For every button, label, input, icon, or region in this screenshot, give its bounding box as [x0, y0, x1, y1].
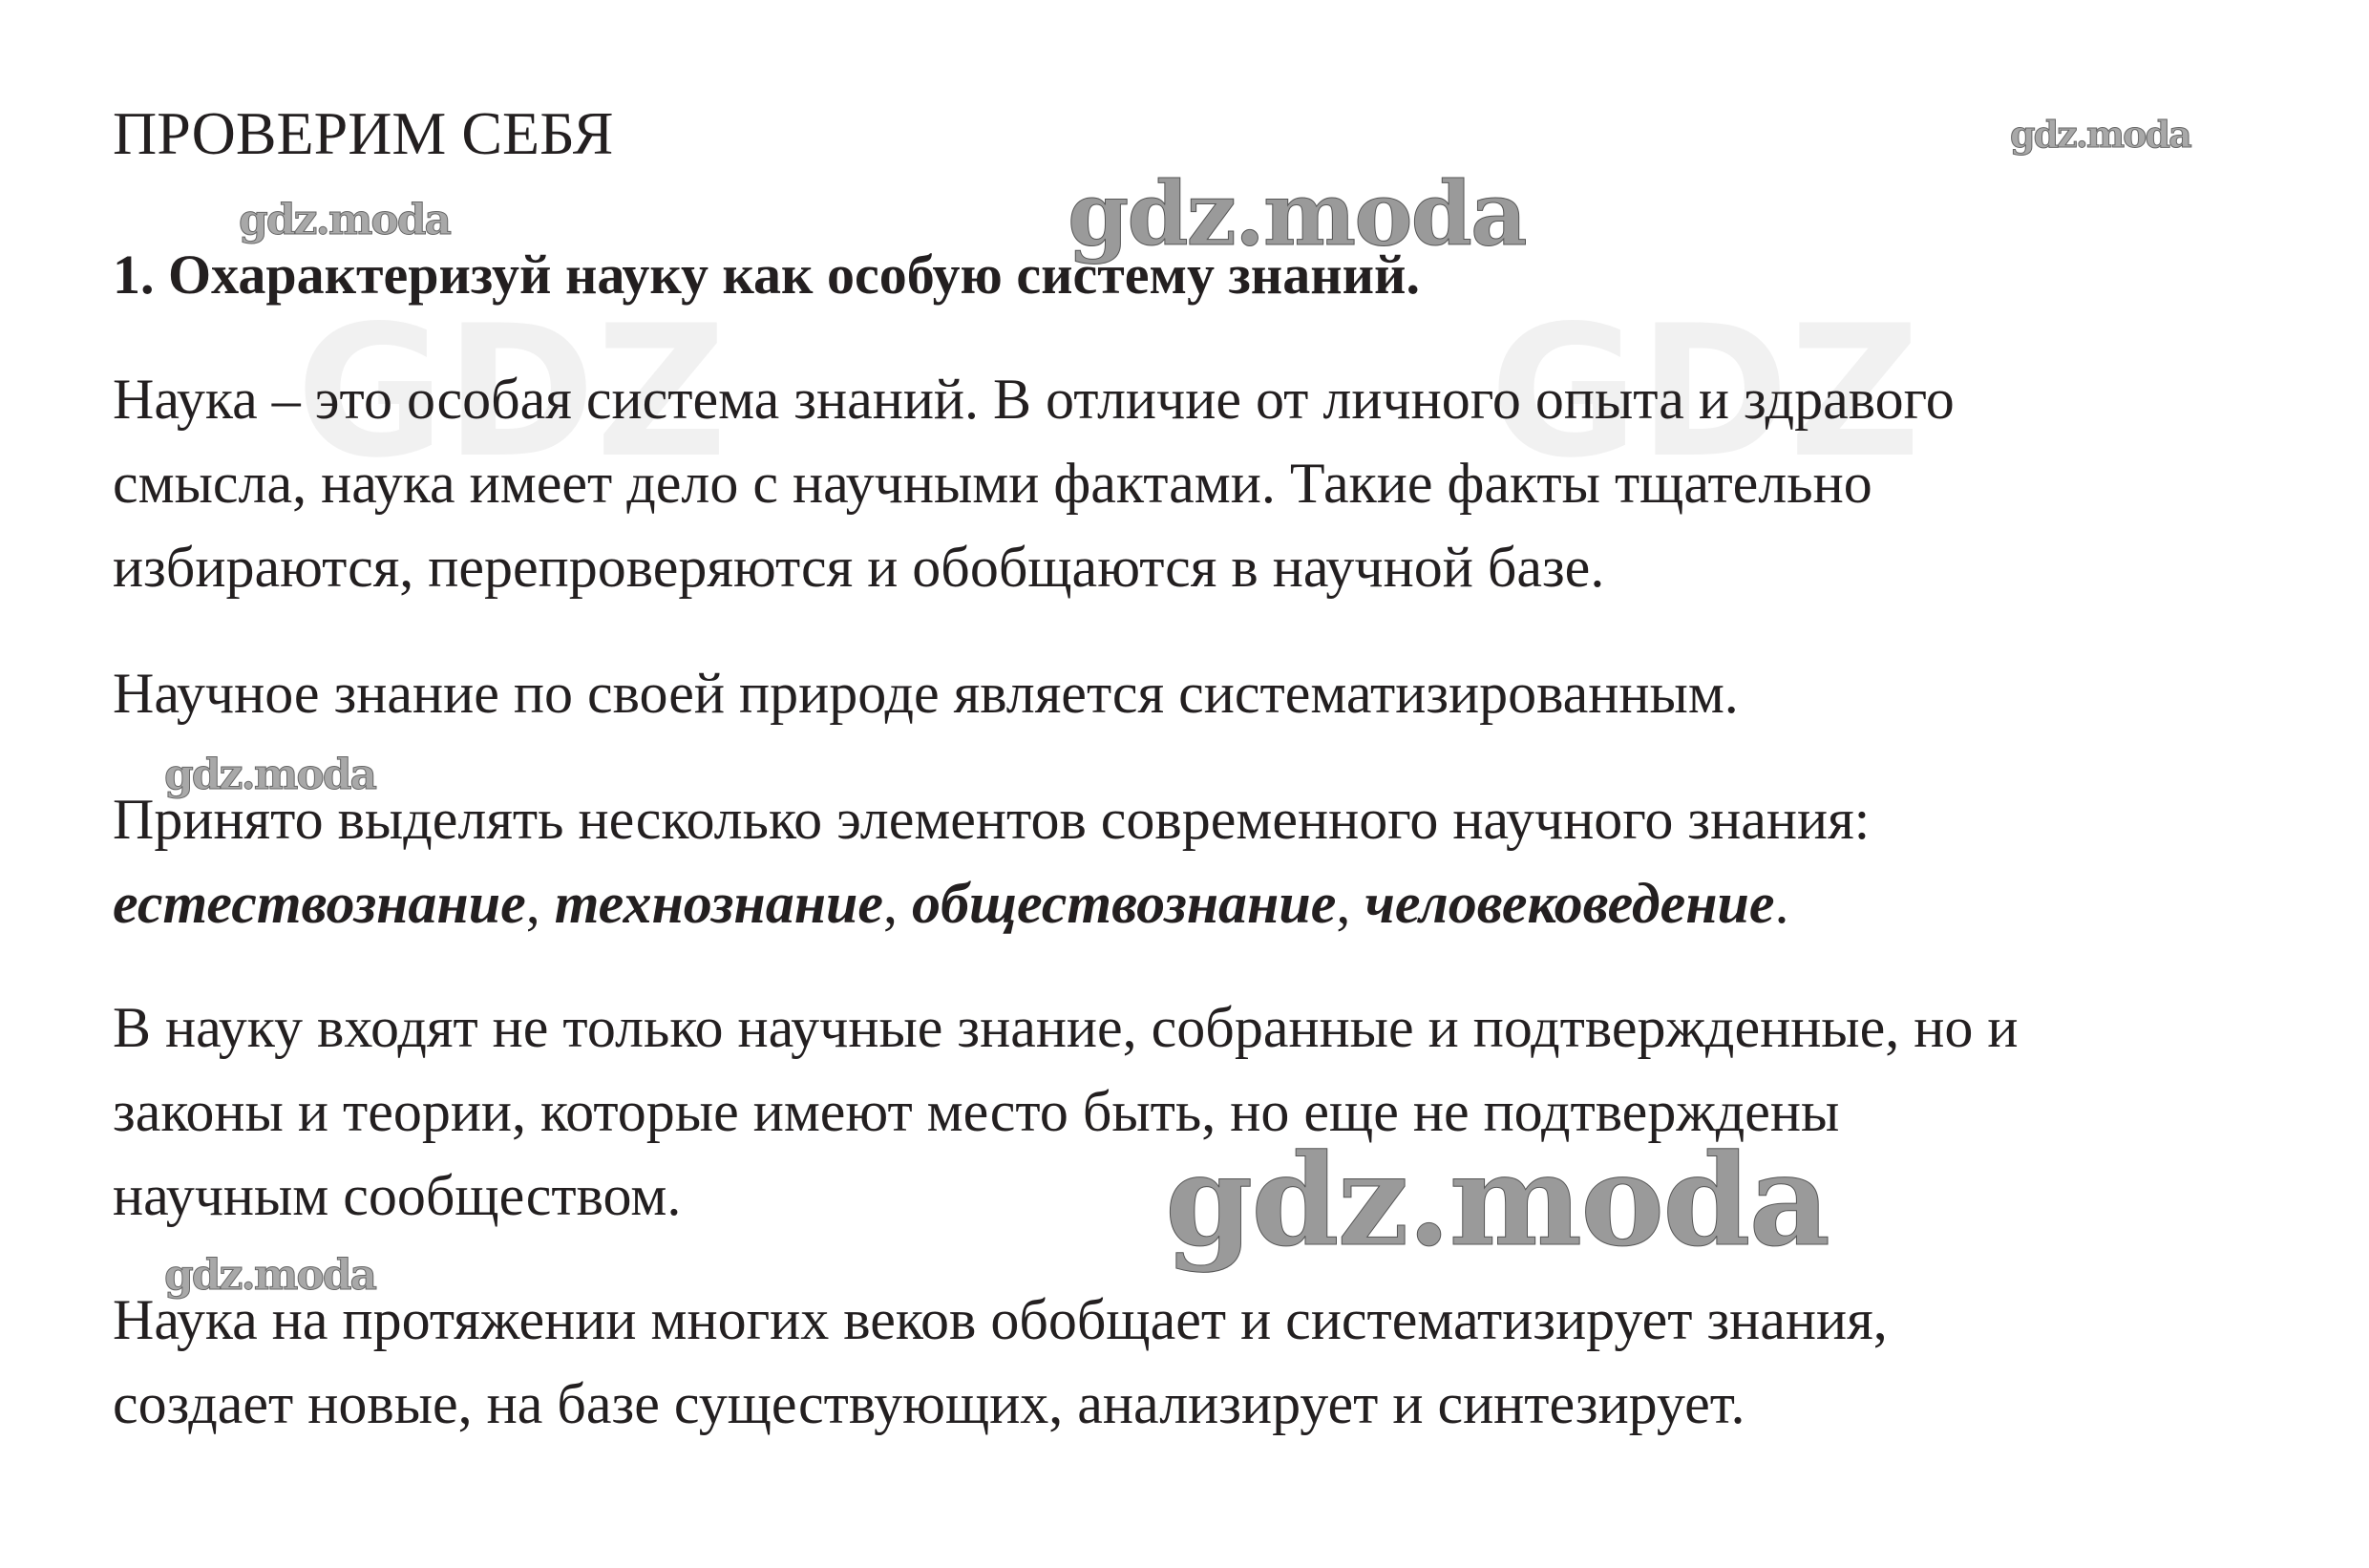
- paragraph-5: [113, 1278, 1888, 1446]
- term: обществознание: [912, 872, 1337, 935]
- watermark: gdz.moda: [2010, 113, 2190, 156]
- paragraph-2: Научное знание по своей природе является систематизированным.: [113, 662, 1739, 725]
- paragraph-line: избираются, перепроверяются и обобщаются в научной базе.: [113, 536, 1605, 599]
- ghost-watermark: GDZ: [1490, 286, 1921, 498]
- end-punctuation: .: [1774, 872, 1789, 935]
- paragraph-line: Принято выделять несколько элементов современного научного знания:: [113, 788, 1871, 851]
- ghost-watermark: GDZ: [296, 286, 728, 498]
- term: технознание: [554, 872, 884, 935]
- terms-line: [113, 861, 1870, 945]
- paragraph-line: создает новые, на базе существующих, анализирует и синтезирует.: [113, 1372, 1745, 1435]
- watermark: gdz.moda: [1068, 162, 1526, 265]
- paragraph-line: законы и теории, которые имеют место быть, но еще не подтверждены: [113, 1080, 1840, 1143]
- paragraph-line: В науку входят не только научные знание, собранные и подтвержденные, но и: [113, 996, 2019, 1059]
- term: естествознание: [113, 872, 526, 935]
- question-title: 1. Охарактеризуй науку как особую систему знаний.: [113, 244, 1420, 306]
- watermark: gdz.moda: [1165, 1127, 1830, 1275]
- separator: ,: [525, 872, 555, 935]
- section-heading: ПРОВЕРИМ СЕБЯ: [113, 99, 614, 167]
- watermark: gdz.moda: [164, 751, 376, 799]
- paragraph-line: смысла, наука имеет дело с научными фактами. Такие факты тщательно: [113, 452, 1872, 515]
- separator: ,: [883, 872, 913, 935]
- watermark: gdz.moda: [164, 1251, 376, 1300]
- paragraph-3: [113, 777, 1870, 945]
- paragraph-line: научным сообществом.: [113, 1164, 682, 1227]
- paragraph-line: Наука на протяжении многих веков обобщает и систематизирует знания,: [113, 1288, 1888, 1351]
- term: человековедение: [1364, 872, 1775, 935]
- watermark: gdz.moda: [239, 196, 451, 244]
- paragraph-1: [113, 357, 1955, 609]
- paragraph-line: Наука – это особая система знаний. В отличие от личного опыта и здравого: [113, 368, 1955, 431]
- separator: ,: [1336, 872, 1365, 935]
